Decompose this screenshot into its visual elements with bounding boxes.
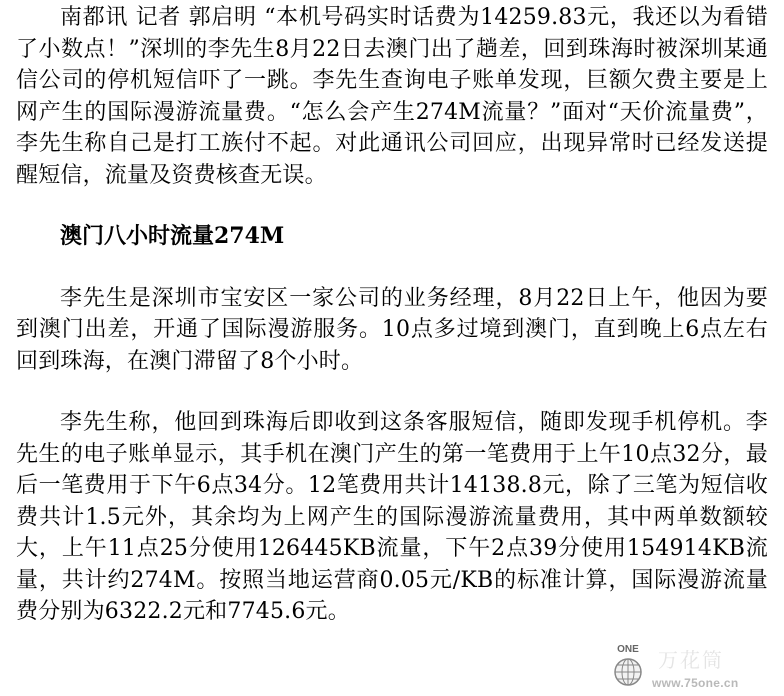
paragraph-spacer: [16, 191, 768, 221]
section-heading: 澳门八小时流量274M: [60, 223, 285, 249]
article-body: [16, 2, 768, 628]
paragraph-spacer: [16, 253, 768, 283]
paragraph-3: 李先生称，他回到珠海后即收到这条客服短信，随即发现手机停机。李先生的电子账单显示，其手机在澳门产生的第一笔费用于上午10点32分，最后一笔费用于下午6点34分。12笔费用共计14138.8元，除了三笔为短信收费共计1.5元外，其余均为上网产生的国际漫游流量费用，其中两单数额较大，上午11点25分使用126445KB流量，下午2点39分使用154914KB流量，共计约274M。按照当地运营商0.05元/KB的标准计算，国际漫游流量费分别为6322.2元和7745.6元。: [16, 410, 768, 624]
logo-text: ONE: [617, 644, 639, 655]
watermark-site-name: 万花筒: [658, 648, 724, 672]
paragraph-2: 李先生是深圳市宝安区一家公司的业务经理，8月22日上午，他因为要到澳门出差，开通了国际漫游服务。10点多过境到澳门，直到晚上6点左右回到珠海，在澳门滞留了8个小时。: [16, 285, 768, 374]
intro-paragraph: 南都讯 记者 郭启明 “本机号码实时话费为14259.83元，我还以为看错了小数点！”深圳的李先生8月22日去澳门出了趟差，回到珠海时被深圳某通信公司的停机短信吓了一跳。李先生查询电子账单发现，巨额欠费主要是上网产生的国际漫游流量费。“怎么会产生274M流量？”面对“天价流量费”，李先生称自己是打工族付不起。对此通讯公司回应，出现异常时已经发送提醒短信，流量及资费核查无误。: [16, 5, 768, 188]
watermark-url: www.75one.cn: [652, 676, 739, 690]
paragraph-spacer: [16, 377, 768, 407]
globe-logo-icon: [606, 642, 650, 688]
site-watermark: [606, 642, 776, 690]
